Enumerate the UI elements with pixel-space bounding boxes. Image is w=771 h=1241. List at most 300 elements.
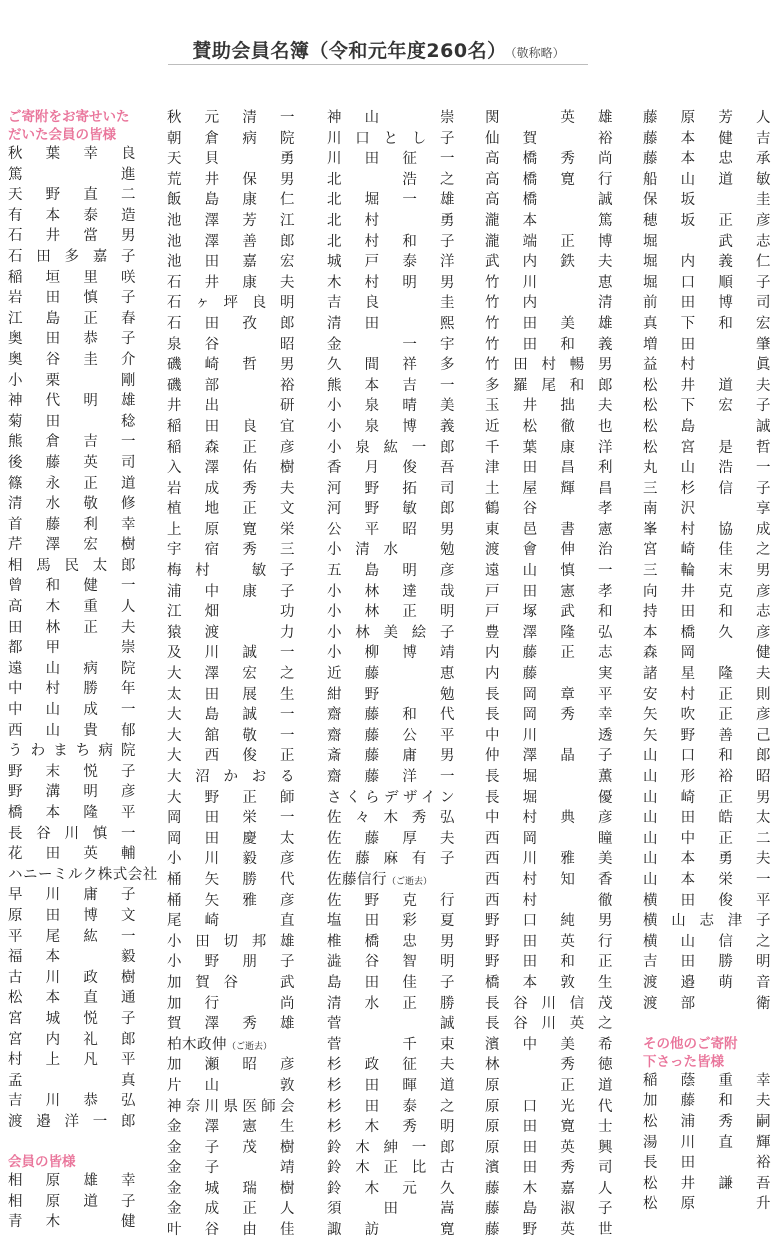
member-name — [485, 335, 613, 356]
member-name-text: 津田昌利 — [485, 460, 613, 477]
member-name — [167, 664, 295, 685]
member-name — [485, 252, 613, 273]
member-name-text: 吉田勝明 — [643, 954, 771, 971]
member-name-text: 泉谷 昭 — [167, 336, 295, 353]
member-name-text: 横山志津子 — [643, 913, 771, 930]
member-name-text: 益村 眞 — [643, 357, 771, 374]
member-name-text: 川田征一 — [327, 151, 455, 168]
member-name-text: 奥田恭子 — [8, 331, 136, 348]
member-name — [643, 1071, 771, 1092]
member-name-text: 内藤正志 — [485, 645, 613, 662]
member-name — [643, 643, 771, 664]
deceased-note: （ご逝去） — [227, 1041, 273, 1052]
member-name — [643, 829, 771, 850]
member-name — [167, 1117, 295, 1138]
member-name — [485, 705, 613, 726]
member-name-text: 渡會伸治 — [485, 542, 613, 559]
member-name-text: 戸田憲孝 — [485, 583, 613, 600]
member-name-text: 保坂 圭 — [643, 192, 771, 209]
member-name — [485, 1179, 613, 1200]
member-name-text: 平尾紘一 — [8, 928, 136, 945]
member-name-text: 竹川 恵 — [485, 274, 613, 291]
member-name-text: 高橋 誠 — [485, 192, 613, 209]
member-name-text: 内藤 実 — [485, 666, 613, 683]
section-spacer — [643, 1014, 771, 1035]
member-name — [8, 762, 136, 783]
member-name — [327, 520, 455, 541]
member-name-text: 木村明男 — [327, 274, 455, 291]
member-name — [327, 643, 455, 664]
member-name-text: 堀 武志 — [643, 233, 771, 250]
member-name — [327, 417, 455, 438]
member-name-text: 首藤利幸 — [8, 516, 136, 533]
member-name-text: 加藤和夫 — [643, 1093, 771, 1110]
member-name — [643, 952, 771, 973]
member-name-text: 石田多嘉子 — [8, 248, 136, 265]
member-name-text: 及川誠一 — [167, 645, 295, 662]
member-name-text: 松宮是哲 — [643, 439, 771, 456]
member-name-text: 加瀬昭彦 — [167, 1057, 295, 1074]
member-name-text: 斎藤庸男 — [327, 748, 455, 765]
member-name-text: 野口純男 — [485, 913, 613, 930]
member-name-text: 濱中美希 — [485, 1036, 613, 1053]
member-name-text: 持田和志 — [643, 604, 771, 621]
member-name-text: うわまち病院 — [8, 743, 136, 760]
member-name-text: 小林美絵子 — [327, 624, 455, 641]
member-name — [485, 417, 613, 438]
member-name — [327, 190, 455, 211]
member-name-text: 芹澤宏樹 — [8, 537, 136, 554]
member-name-text: 北村 勇 — [327, 212, 455, 229]
member-name-text: 石ヶ坪良明 — [167, 295, 295, 312]
member-name-text: 南沢 享 — [643, 501, 771, 518]
member-name-text: 田林正夫 — [8, 619, 136, 636]
member-name — [327, 1158, 455, 1179]
member-name — [485, 479, 613, 500]
member-name-text: 小田切邦雄 — [167, 933, 295, 950]
member-name-text: 柏木政伸 — [167, 1036, 227, 1053]
member-name-text: 曾和健一 — [8, 578, 136, 595]
member-name — [8, 1030, 136, 1051]
member-name — [8, 144, 136, 165]
member-name-text: 杉木秀明 — [327, 1119, 455, 1136]
member-name-text: 相原道子 — [8, 1193, 136, 1210]
member-name-text: 齋藤公平 — [327, 727, 455, 744]
member-name-text: 金子 靖 — [167, 1160, 295, 1177]
member-name — [643, 623, 771, 644]
member-name-text: 小栗 剛 — [8, 372, 136, 389]
member-name-text: 諸星隆夫 — [643, 666, 771, 683]
member-name — [167, 767, 295, 788]
member-name — [643, 1091, 771, 1112]
member-name-text: 城戸泰洋 — [327, 254, 455, 271]
member-name — [8, 1112, 136, 1133]
member-name — [167, 129, 295, 150]
member-name — [485, 438, 613, 459]
member-name — [327, 335, 455, 356]
member-name — [8, 515, 136, 536]
member-name — [167, 705, 295, 726]
member-name-text: 山崎正男 — [643, 789, 771, 806]
member-name-text: ハニーミルク株式会社 — [8, 866, 158, 883]
member-name — [8, 391, 136, 412]
member-name-text: 矢野善己 — [643, 727, 771, 744]
member-name — [327, 479, 455, 500]
member-name-text: 藤原芳人 — [643, 110, 771, 126]
member-name — [8, 988, 136, 1009]
member-name — [8, 885, 136, 906]
member-name-text: 矢吹正彦 — [643, 707, 771, 724]
member-name-text: 上原寛栄 — [167, 521, 295, 538]
member-name-text: 朝倉病院 — [167, 130, 295, 147]
member-name-text: 清水正勝 — [327, 995, 455, 1012]
member-name — [643, 540, 771, 561]
member-name-text: 野末悦子 — [8, 763, 136, 780]
member-name — [167, 417, 295, 438]
member-name-text: 小柳博靖 — [327, 645, 455, 662]
member-name-text: 神山 崇 — [327, 110, 455, 126]
member-name — [643, 1194, 771, 1215]
member-name — [167, 891, 295, 912]
member-name — [167, 273, 295, 294]
member-name — [8, 968, 136, 989]
member-name-text: 宮崎佳之 — [643, 542, 771, 559]
member-name — [327, 540, 455, 561]
member-name — [643, 685, 771, 706]
member-name — [327, 1199, 455, 1220]
member-name — [167, 376, 295, 397]
member-name-text: 金澤憲生 — [167, 1119, 295, 1136]
member-name — [8, 576, 136, 597]
member-name — [643, 1153, 771, 1174]
member-name-text: 島田佳子 — [327, 974, 455, 991]
member-name — [327, 108, 455, 129]
member-name — [485, 149, 613, 170]
member-name-text: 清田 熙 — [327, 315, 455, 332]
member-name — [327, 952, 455, 973]
member-name — [167, 849, 295, 870]
member-name — [485, 1158, 613, 1179]
member-name-text: 奥谷圭介 — [8, 351, 136, 368]
member-name-text: 向井克彦 — [643, 583, 771, 600]
member-name-text: 紺野 勉 — [327, 686, 455, 703]
member-name-text: 吉川恭弘 — [8, 1093, 136, 1110]
member-name-text: 金成正人 — [167, 1201, 295, 1218]
member-name-text: 松島 誠 — [643, 418, 771, 435]
member-name — [8, 412, 136, 433]
member-name-text: 高橋秀尚 — [485, 151, 613, 168]
member-name-text: 前田博司 — [643, 295, 771, 312]
member-name-text: 鈴木元久 — [327, 1180, 455, 1197]
member-name — [485, 829, 613, 850]
member-name — [8, 535, 136, 556]
member-name — [485, 293, 613, 314]
member-name — [643, 417, 771, 438]
member-name — [8, 782, 136, 803]
member-name-text: 松井謙吾 — [643, 1175, 771, 1192]
member-name — [485, 520, 613, 541]
member-name-text: 仙賀 裕 — [485, 130, 613, 147]
member-name — [8, 309, 136, 330]
member-name — [485, 129, 613, 150]
member-name-text: 後藤英司 — [8, 454, 136, 471]
member-name-text: 中川 透 — [485, 727, 613, 744]
member-name-text: 椎橋忠男 — [327, 933, 455, 950]
member-name-text: 湯川直輝 — [643, 1134, 771, 1151]
page-header — [0, 36, 757, 63]
member-name-text: 安村正則 — [643, 686, 771, 703]
member-name — [8, 1009, 136, 1030]
member-name — [167, 788, 295, 809]
member-name — [327, 582, 455, 603]
member-name-text: 小清水 勉 — [327, 542, 455, 559]
member-name — [643, 396, 771, 417]
member-name-text: 横山信之 — [643, 933, 771, 950]
member-name-text: 松原 升 — [643, 1196, 771, 1213]
member-name-text: 西村知香 — [485, 871, 613, 888]
member-name-text: 池澤善郎 — [167, 233, 295, 250]
member-name-text: 早川庸子 — [8, 887, 136, 904]
member-name — [643, 891, 771, 912]
member-name-text: 長田 裕 — [643, 1155, 771, 1172]
member-name — [327, 149, 455, 170]
member-name-text: 菅 誠 — [327, 1016, 455, 1033]
member-name — [485, 994, 613, 1015]
member-name — [327, 293, 455, 314]
member-name-text: 桶矢勝代 — [167, 871, 295, 888]
member-name — [485, 1035, 613, 1056]
member-name-text: 堀口順子 — [643, 274, 771, 291]
member-name-text: 小野朋子 — [167, 954, 295, 971]
member-name — [8, 494, 136, 515]
member-name-text: 杉田暉道 — [327, 1077, 455, 1094]
member-name — [643, 314, 771, 335]
member-name-text: 遠山慎一 — [485, 563, 613, 580]
member-name-text: 塩田彩夏 — [327, 913, 455, 930]
member-name — [327, 891, 455, 912]
member-name — [643, 1174, 771, 1195]
member-name — [8, 597, 136, 618]
member-name — [327, 232, 455, 253]
member-name — [327, 911, 455, 932]
member-name-text: 梅村 敏子 — [167, 563, 295, 580]
member-column-1 — [8, 108, 158, 1233]
member-name — [167, 438, 295, 459]
member-name-text: 西村 徹 — [485, 892, 613, 909]
member-name — [8, 1171, 136, 1192]
member-name-text: 藤島淑子 — [485, 1201, 613, 1218]
page-title: 賛助会員名簿（令和元年度260名） — [192, 40, 507, 62]
member-name-text: 神代明雄 — [8, 393, 136, 410]
member-name — [327, 561, 455, 582]
member-name-text: 原口光代 — [485, 1098, 613, 1115]
member-name-text: 中山成一 — [8, 702, 136, 719]
member-name — [643, 520, 771, 541]
member-name — [327, 932, 455, 953]
member-name-text: 池田嘉宏 — [167, 254, 295, 271]
member-name-text: 船山道敏 — [643, 171, 771, 188]
member-name-text: 磯部 裕 — [167, 377, 295, 394]
member-name — [167, 335, 295, 356]
member-name — [167, 829, 295, 850]
member-name — [485, 540, 613, 561]
member-name-text: 山田皓太 — [643, 810, 771, 827]
member-name — [167, 808, 295, 829]
member-name-text: 長岡章平 — [485, 686, 613, 703]
member-name-text: 野溝明彦 — [8, 784, 136, 801]
member-name-text: 江畑 功 — [167, 604, 295, 621]
member-name — [327, 1055, 455, 1076]
member-name — [643, 746, 771, 767]
member-name-text: 石田孜郎 — [167, 315, 295, 332]
member-name — [485, 211, 613, 232]
member-name-text: 野田和正 — [485, 954, 613, 971]
member-name — [327, 396, 455, 417]
member-name-text: 金 一宇 — [327, 336, 455, 353]
member-name-text: 古川政樹 — [8, 969, 136, 986]
member-name-text: 太田展生 — [167, 686, 295, 703]
member-name-text: 菅 千束 — [327, 1036, 455, 1053]
member-name — [643, 190, 771, 211]
member-name — [327, 664, 455, 685]
member-name-text: 穂坂正彦 — [643, 212, 771, 229]
member-name — [167, 314, 295, 335]
member-name-text: 土屋輝昌 — [485, 480, 613, 497]
member-name-text: 叶谷由佳 — [167, 1222, 295, 1239]
member-name-text: 篤 進 — [8, 166, 136, 183]
member-name-text: 菊田 稔 — [8, 413, 136, 430]
member-column-4 — [485, 108, 613, 1241]
member-name — [167, 602, 295, 623]
member-name — [327, 1138, 455, 1159]
member-name — [167, 932, 295, 953]
member-name-text: 片山 敦 — [167, 1077, 295, 1094]
member-name-text: 宮内礼郎 — [8, 1031, 136, 1048]
member-name — [167, 1158, 295, 1179]
member-name — [327, 355, 455, 376]
member-name-text: 天野直二 — [8, 187, 136, 204]
member-name-text: 入澤佑樹 — [167, 460, 295, 477]
member-name — [327, 1220, 455, 1241]
section-spacer — [8, 1133, 136, 1154]
member-name-text: 近松徹也 — [485, 418, 613, 435]
member-name — [485, 973, 613, 994]
member-name-text: 熊本吉一 — [327, 377, 455, 394]
section-heading — [8, 1153, 136, 1171]
member-name — [8, 432, 136, 453]
member-name-text: 稲蔭重幸 — [643, 1072, 771, 1089]
section-heading-line: 下さった皆様 — [643, 1053, 724, 1070]
member-name — [485, 685, 613, 706]
member-name-text: 秋元清一 — [167, 110, 295, 126]
member-name-text: 西山貴郁 — [8, 722, 136, 739]
member-name — [485, 273, 613, 294]
member-name-text: 山形裕昭 — [643, 769, 771, 785]
member-name — [8, 206, 136, 227]
member-name — [167, 870, 295, 891]
member-name-text: 長岡秀幸 — [485, 707, 613, 724]
member-name — [8, 350, 136, 371]
member-name-text: 齋藤洋一 — [327, 769, 455, 785]
member-name — [8, 741, 136, 762]
member-name — [8, 288, 136, 309]
member-name — [643, 376, 771, 397]
section-heading-line: だいた会員の皆様 — [8, 127, 116, 143]
member-name — [643, 293, 771, 314]
member-name — [327, 211, 455, 232]
member-name — [643, 211, 771, 232]
member-name — [643, 479, 771, 500]
member-name-text: 野田英行 — [485, 933, 613, 950]
member-name — [485, 1199, 613, 1220]
member-name — [167, 499, 295, 520]
member-name — [485, 232, 613, 253]
member-name-text: 中村勝年 — [8, 681, 136, 698]
member-name-text: 金子茂樹 — [167, 1139, 295, 1156]
member-name-text: 多羅尾和郎 — [485, 377, 613, 394]
member-name-text: 長堀 優 — [485, 789, 613, 806]
member-name — [485, 396, 613, 417]
member-name-text: 鈴木紳一郎 — [327, 1139, 455, 1156]
member-name-text: 山本栄一 — [643, 871, 771, 888]
member-name — [327, 994, 455, 1015]
member-name-text: 瀧端正博 — [485, 233, 613, 250]
member-name — [485, 1014, 613, 1035]
member-name-text: 中村典彦 — [485, 810, 613, 827]
member-name-text: 浦中康子 — [167, 583, 295, 600]
member-name-text: 橋本隆平 — [8, 805, 136, 821]
member-name — [485, 726, 613, 747]
member-name — [8, 247, 136, 268]
member-name — [643, 767, 771, 788]
member-name — [167, 211, 295, 232]
member-name-text: 飯島康仁 — [167, 192, 295, 209]
member-name-text: 渡邉洋一郎 — [8, 1113, 136, 1130]
member-name — [485, 1220, 613, 1241]
member-name-text: 長谷川信茂 — [485, 995, 613, 1012]
member-name-text: 松井道夫 — [643, 377, 771, 394]
member-name — [8, 659, 136, 680]
member-name-text: 竹内 清 — [485, 295, 613, 312]
member-name-text: 佐藤信行 — [327, 871, 387, 888]
member-name — [167, 1097, 295, 1118]
member-name-text: 関 英雄 — [485, 110, 613, 126]
member-name — [167, 685, 295, 706]
member-name — [643, 911, 771, 932]
member-name-text: 横田俊平 — [643, 892, 771, 909]
member-name-text: 長堀 薫 — [485, 769, 613, 785]
member-name-text: 大沼かおる — [167, 769, 295, 785]
member-name — [485, 108, 613, 129]
member-name-text: 荒井保男 — [167, 171, 295, 188]
member-name — [167, 1138, 295, 1159]
member-name-text: 東邑書憲 — [485, 521, 613, 538]
member-name-text: 渡邉萌音 — [643, 974, 771, 991]
member-name — [485, 1097, 613, 1118]
member-name-text: 小泉博義 — [327, 418, 455, 435]
member-name — [167, 149, 295, 170]
member-name — [8, 906, 136, 927]
member-name-text: 北 浩之 — [327, 171, 455, 188]
member-name-text: 大舘敬一 — [167, 727, 295, 744]
member-name-text: 増田 肇 — [643, 336, 771, 353]
member-name — [485, 190, 613, 211]
member-name — [643, 664, 771, 685]
member-name-text: 瀧本 篤 — [485, 212, 613, 229]
member-name — [167, 520, 295, 541]
member-name-text: 佐藤麻有子 — [327, 851, 455, 868]
member-name-text: 諏訪 寛 — [327, 1222, 455, 1239]
